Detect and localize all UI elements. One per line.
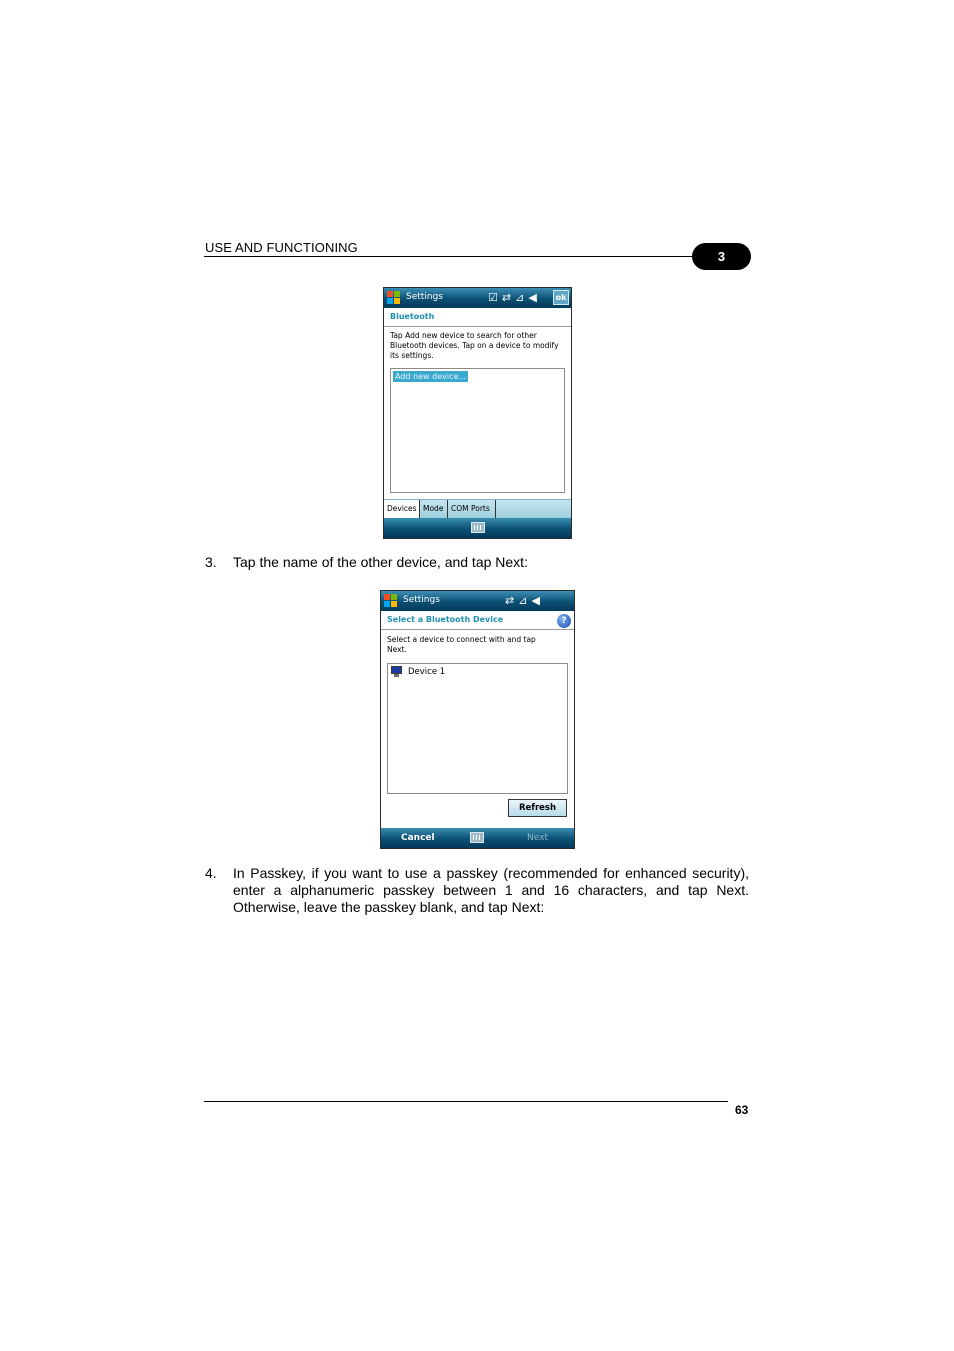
device-item[interactable] bbox=[390, 666, 445, 677]
speaker-icon[interactable]: ◀ bbox=[531, 594, 540, 607]
heading-row bbox=[381, 611, 574, 630]
windows-start-icon[interactable] bbox=[384, 594, 398, 608]
select-device-screen bbox=[380, 590, 575, 849]
window-title: Settings bbox=[406, 292, 443, 302]
device-list[interactable] bbox=[387, 663, 568, 794]
soft-key-bar bbox=[381, 828, 574, 848]
cancel-button[interactable]: Cancel bbox=[401, 833, 435, 843]
soft-key-bar bbox=[384, 518, 571, 538]
header-rule bbox=[204, 256, 709, 257]
window-title: Settings bbox=[403, 595, 440, 605]
computer-icon bbox=[390, 666, 403, 677]
help-icon[interactable]: ? bbox=[557, 614, 571, 628]
tab-com-ports[interactable]: COM Ports bbox=[448, 500, 496, 518]
add-new-device-item[interactable]: Add new device... bbox=[395, 372, 467, 381]
connectivity-icon[interactable]: ⇄ bbox=[505, 594, 515, 607]
chapter-badge: 3 bbox=[692, 243, 751, 270]
status-icons bbox=[505, 594, 540, 607]
next-button[interactable]: Next bbox=[527, 833, 548, 843]
status-icons bbox=[488, 291, 537, 304]
step-number: 3. bbox=[205, 554, 217, 570]
tab-mode[interactable]: Mode bbox=[420, 500, 448, 518]
keyboard-icon[interactable] bbox=[471, 522, 485, 533]
section-header: USE AND FUNCTIONING bbox=[205, 240, 358, 255]
title-bar bbox=[381, 591, 574, 611]
step-number: 4. bbox=[205, 865, 217, 881]
page-heading: Select a Bluetooth Device bbox=[387, 615, 504, 624]
instructions-text: Select a device to connect with and tap Next. bbox=[387, 635, 536, 654]
checkbox-icon[interactable]: ☑ bbox=[488, 291, 498, 304]
refresh-button[interactable]: Refresh bbox=[508, 799, 567, 817]
tab-bar bbox=[384, 499, 571, 518]
heading-row bbox=[384, 308, 571, 327]
bluetooth-settings-screen bbox=[383, 287, 572, 539]
connectivity-icon[interactable]: ⇄ bbox=[501, 291, 512, 304]
tab-devices[interactable]: Devices bbox=[384, 500, 420, 518]
footer-rule bbox=[204, 1101, 728, 1102]
step-text: Tap the name of the other device, and tap Next: bbox=[233, 554, 528, 570]
speaker-icon[interactable]: ◀ bbox=[528, 291, 537, 304]
windows-start-icon[interactable] bbox=[387, 291, 401, 305]
signal-icon[interactable]: ⊿ bbox=[518, 594, 528, 607]
device-name: Device 1 bbox=[408, 666, 446, 677]
page-heading: Bluetooth bbox=[390, 312, 435, 321]
title-bar bbox=[384, 288, 571, 308]
signal-icon[interactable]: ⊿ bbox=[515, 291, 525, 304]
keyboard-icon[interactable] bbox=[470, 832, 484, 843]
ok-button[interactable]: ok bbox=[553, 290, 569, 305]
page-number: 63 bbox=[735, 1103, 749, 1117]
instructions-text: Tap Add new device to search for other Bluetooth devices. Tap on a device to modify its settings. bbox=[390, 331, 559, 360]
step-text: In Passkey, if you want to use a passkey (recommended for enhanced security), enter a alphanumeric passkey between 1 and 16 characters, and tap Next. Otherwise, leave the passkey blank, and tap Next: bbox=[233, 865, 749, 915]
device-list[interactable] bbox=[390, 368, 565, 493]
